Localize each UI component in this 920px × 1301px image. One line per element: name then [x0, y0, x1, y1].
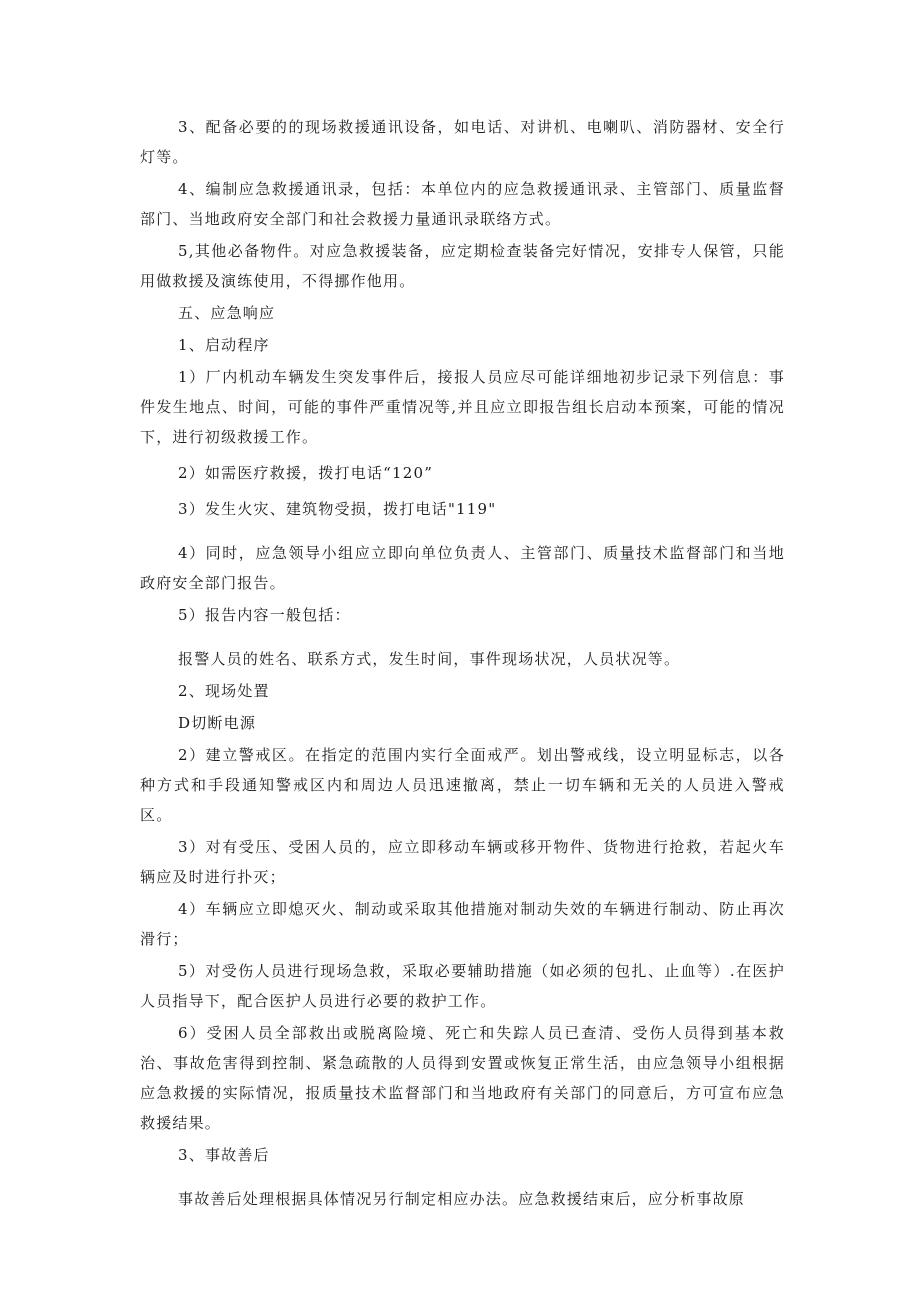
subheading-aftermath: 3、事故善后: [178, 1146, 270, 1164]
paragraph-contacts-4: 4、编制应急救援通讯录，包括：本单位内的应急救援通讯录、主管部门、质量监督部门、当地政府安全部门和社会救援力量通讯录联络方式。: [140, 180, 785, 228]
paragraph-stop-vehicle-4: 4）车辆应立即熄灭火、制动或采取其他措施对制动失效的车辆进行制动、防止再次滑行；: [140, 900, 785, 948]
paragraph-cordon-2: 2）建立警戒区。在指定的范围内实行全面戒严。划出警戒线，设立明显标志，以各种方式和手段通知警戒区内和周边人员迅速撤离，禁止一切车辆和无关的人员进入警戒区。: [140, 746, 785, 824]
subheading-start-procedure: 1、启动程序: [178, 336, 270, 354]
paragraph-notify-authorities-4: 4）同时，应急领导小组应立即向单位负责人、主管部门、质量技术监督部门和当地政府安全部门报告。: [140, 544, 785, 592]
paragraph-first-aid-5: 5）对受伤人员进行现场急救，采取必要辅助措施（如必须的包扎、止血等）.在医护人员指导下，配合医护人员进行必要的救护工作。: [140, 962, 785, 1010]
paragraph-report-details: 报警人员的姓名、联系方式，发生时间，事件现场状况，人员状况等。: [178, 650, 681, 668]
paragraph-medical-120: 2）如需医疗救援，拨打电话“120”: [178, 464, 434, 482]
paragraph-end-rescue-6: 6）受困人员全部救出或脱离险境、死亡和失踪人员已查清、受伤人员得到基本救治、事故危害得到控制、紧急疏散的人员得到安置或恢复正常生活，由应急领导小组根据应急救援的实际情况，报质量技术监督部门和当地政府有关部门的同意后，方可宣布应急救援结果。: [140, 1024, 785, 1132]
paragraph-report-info-1: 1）厂内机动车辆发生突发事件后，接报人员应尽可能详细地初步记录下列信息：事件发生地点、时间，可能的事件严重情况等,并且应立即报告组长启动本预案，可能的情况下，进行初级救援工作。: [140, 368, 785, 446]
document-page: [140, 112, 785, 1214]
paragraph-rescue-trapped-3: 3）对有受压、受困人员的，应立即移动车辆或移开物件、货物进行抢救，若起火车辆应及时进行扑灭；: [140, 838, 785, 886]
paragraph-aftermath-handling: 事故善后处理根据具体情况另行制定相应办法。应急救援结束后，应分析事故原: [178, 1190, 746, 1208]
paragraph-cut-power: D切断电源: [178, 714, 257, 732]
section-heading-emergency-response: 五、应急响应: [178, 304, 276, 322]
paragraph-other-items-5: 5,其他必备物件。对应急救援装备，应定期检查装备完好情况，安排专人保管，只能用做救援及演练使用，不得挪作他用。: [140, 242, 785, 290]
paragraph-report-content-5: 5）报告内容一般包括：: [178, 606, 351, 624]
subheading-onsite-handling: 2、现场处置: [178, 682, 270, 700]
paragraph-fire-119: 3）发生火灾、建筑物受损，拨打电话"119": [178, 500, 497, 518]
paragraph-equipment-3: 3、配备必要的的现场救援通讯设备，如电话、对讲机、电喇叭、消防器材、安全行灯等。: [140, 118, 785, 166]
